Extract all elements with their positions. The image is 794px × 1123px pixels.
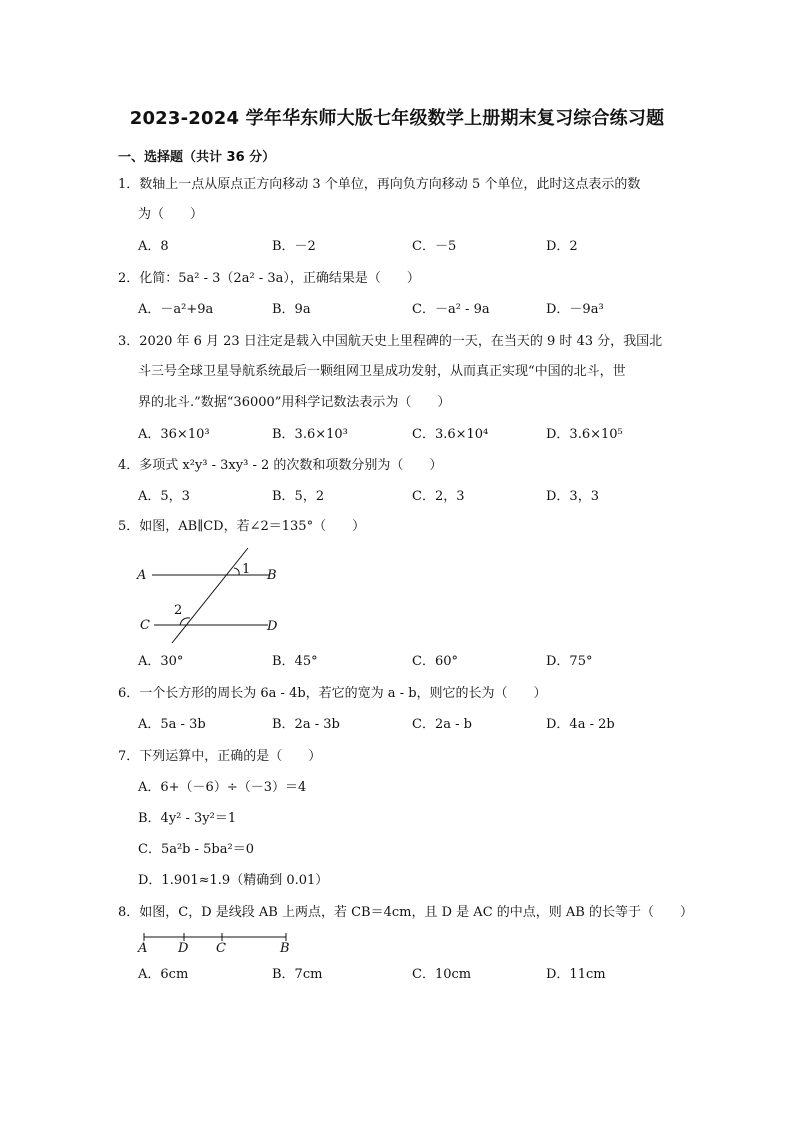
q2-option-a: A．－a²+9a [138, 302, 214, 317]
question-6-line-1: 6．一个长方形的周长为 6a - 4b，若它的宽为 a - b，则它的长为（ ） [118, 686, 547, 701]
angle-2-arc [180, 618, 190, 625]
section-heading: 一、选择题（共计 36 分） [118, 150, 276, 165]
q6-option-c: C．2a - b [412, 717, 472, 732]
label-c: C [140, 618, 150, 633]
q1-option-d: D．2 [546, 239, 578, 254]
question-5-line-1: 5．如图，AB∥CD，若∠2＝135°（ ） [118, 519, 366, 534]
q3-option-b: B．3.6×10³ [272, 427, 348, 442]
q3-option-c: C．3.6×10⁴ [412, 427, 489, 442]
angle-1-arc [234, 568, 239, 575]
q7-option-b: B．4y² - 3y²＝1 [138, 811, 237, 826]
q7-option-a: A．6+（－6）÷（－3）＝4 [138, 780, 307, 795]
q7-option-c: C．5a²b - 5ba²＝0 [138, 842, 254, 857]
question-1-line-1: 1．数轴上一点从原点正方向移动 3 个单位，再向负方向移动 5 个单位，此时这点表示的数 [118, 177, 641, 192]
q1-option-a: A．8 [138, 239, 169, 254]
question-8-line-1: 8．如图，C，D 是线段 AB 上两点，若 CB＝4cm，且 D 是 AC 的中点，则 AB 的长等于（ ） [118, 905, 693, 920]
question-1-line-2: 为（ ） [138, 207, 204, 222]
q2-option-c: C．－a² - 9a [412, 302, 490, 317]
q5-option-a: A．30° [138, 654, 184, 669]
question-2-line-1: 2．化简：5a² - 3（2a² - 3a），正确结果是（ ） [118, 271, 420, 286]
label-a: A [137, 568, 147, 583]
question-3-line-1: 3．2020 年 6 月 23 日注定是载入中国航天史上里程碑的一天，在当天的 9 时 43 分，我国北 [118, 334, 663, 349]
label-angle-2: 2 [174, 603, 183, 618]
parallel-lines-figure [130, 544, 300, 648]
transversal-line [172, 548, 251, 643]
q4-option-c: C．2，3 [412, 489, 465, 504]
label-c: C [216, 941, 226, 956]
q6-option-d: D．4a - 2b [546, 717, 615, 732]
q4-option-a: A．5，3 [138, 489, 190, 504]
q6-option-a: A．5a - 3b [138, 717, 206, 732]
q6-option-b: B．2a - 3b [272, 717, 340, 732]
q8-option-b: B．7cm [272, 967, 323, 982]
q8-option-d: D．11cm [546, 967, 606, 982]
q5-option-c: C．60° [412, 654, 458, 669]
q5-option-d: D．75° [546, 654, 593, 669]
q1-option-c: C．－5 [412, 239, 457, 254]
label-b: B [280, 941, 290, 956]
q8-option-a: A．6cm [138, 967, 189, 982]
line-segment-figure [132, 928, 302, 956]
label-b: B [267, 568, 277, 583]
question-4-line-1: 4．多项式 x²y³ - 3xy³ - 2 的次数和项数分别为（ ） [118, 458, 443, 473]
label-angle-1: 1 [242, 562, 251, 577]
q3-option-a: A．36×10³ [138, 427, 210, 442]
q2-option-d: D．－9a³ [546, 302, 604, 317]
q7-option-d: D．1.901≈1.9（精确到 0.01） [138, 873, 329, 888]
label-a: A [138, 941, 148, 956]
question-7-line-1: 7．下列运算中，正确的是（ ） [118, 749, 322, 764]
page-title: 2023-2024 学年华东师大版七年级数学上册期末复习综合练习题 [129, 108, 665, 129]
question-3-line-2: 斗三号全球卫星导航系统最后一颗组网卫星成功发射，从而真正实现“中国的北斗，世 [138, 364, 626, 379]
question-3-line-3: 界的北斗.”数据“36000”用科学记数法表示为（ ） [138, 395, 451, 410]
label-d: D [267, 619, 278, 634]
q8-option-c: C．10cm [412, 967, 472, 982]
q4-option-b: B．5，2 [272, 489, 325, 504]
q5-option-b: B．45° [272, 654, 318, 669]
q4-option-d: D．3，3 [546, 489, 599, 504]
q1-option-b: B．－2 [272, 239, 316, 254]
q2-option-b: B．9a [272, 302, 311, 317]
label-d: D [178, 941, 189, 956]
q3-option-d: D．3.6×10⁵ [546, 427, 623, 442]
